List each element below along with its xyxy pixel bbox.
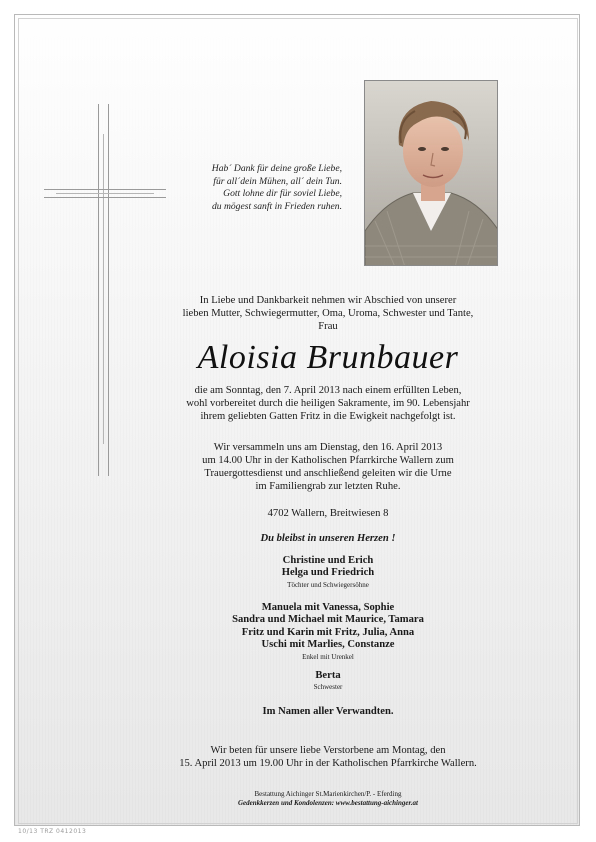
mourner-group-sister [150,670,506,692]
poem-line: Hab´ Dank für deine große Liebe, [211,163,342,174]
death-notice-line: die am Sonntag, den 7. April 2013 nach einem erfüllten Leben, [194,385,462,396]
mourner-group-grandchildren [150,602,506,662]
death-notice-line: ihrem geliebten Gatten Fritz in die Ewigkeit nachgefolgt ist. [200,411,456,422]
death-notice-line: wohl vorbereitet durch die heiligen Sakramente, im 90. Lebensjahr [186,398,470,409]
funeral-line: um 14.00 Uhr in der Katholischen Pfarrkirche Wallern zum [202,455,454,466]
mourner-name: Sandra und Michael mit Maurice, Tamara [232,614,424,626]
mourner-group-daughters [150,555,506,590]
funeral-home-name: Bestattung Aichinger St.Marienkirchen/P. - Eferding [254,790,402,798]
cross-icon [44,104,166,476]
mourner-name: Christine und Erich [282,555,374,566]
intro-line: Frau [318,321,338,332]
condolence-link[interactable]: Gedenkkerzen und Kondolenzen: www.bestattung-aichinger.at [237,799,419,807]
portrait-photo [364,80,498,266]
intro-line: lieben Mutter, Schwiegermutter, Oma, Uroma, Schwester und Tante, [182,308,474,319]
mourner-relation: Enkel mit Urenkel [302,652,354,661]
mourner-name: Fritz und Karin mit Fritz, Julia, Anna [241,626,415,638]
poem-line: Gott lohne dir für soviel Liebe, [223,188,342,200]
funeral-line: Trauergottesdienst und anschließend geleiten wir die Urne [204,468,452,479]
prayer-line: 15. April 2013 um 19.00 Uhr in der Katholischen Pfarrkirche Wallern. [179,758,477,769]
funeral-line: im Familiengrab zur letzten Ruhe. [255,481,401,492]
deceased-name: Aloisia Brunbauer [197,339,459,376]
intro-text [150,294,506,333]
mourner-relation: Schwester [313,683,343,692]
mourner-relation: Töchter und Schwiegersöhne [287,580,369,589]
prayer-notice [150,744,506,770]
motto: Du bleibst in unseren Herzen ! [260,533,396,544]
funeral-line: Wir versammeln uns am Dienstag, den 16. April 2013 [213,442,443,453]
memorial-poem [162,163,342,213]
funeral-announcement [150,441,506,493]
archive-note: 10/13 TRZ 0412013 [18,828,87,835]
intro-line: In Liebe und Dankbarkeit nehmen wir Abschied von unserer [199,295,457,306]
all-relatives: Im Namen aller Verwandten. [262,706,394,717]
mourner-name: Manuela mit Vanessa, Sophie [261,602,395,613]
prayer-line: Wir beten für unsere liebe Verstorbene am Montag, den [210,745,446,756]
mourner-name: Berta [315,670,341,681]
address: 4702 Wallern, Breitwiesen 8 [267,508,389,519]
poem-line: für all´dein Mühen, all´ dein Tun. [213,175,342,187]
mourner-name: Uschi mit Marlies, Constanze [261,639,395,651]
poem-line: du mögest sanft in Frieden ruhen. [211,200,342,212]
mourner-name: Helga und Friedrich [281,567,375,579]
funeral-home-footer [150,790,506,808]
death-notice [150,384,506,423]
